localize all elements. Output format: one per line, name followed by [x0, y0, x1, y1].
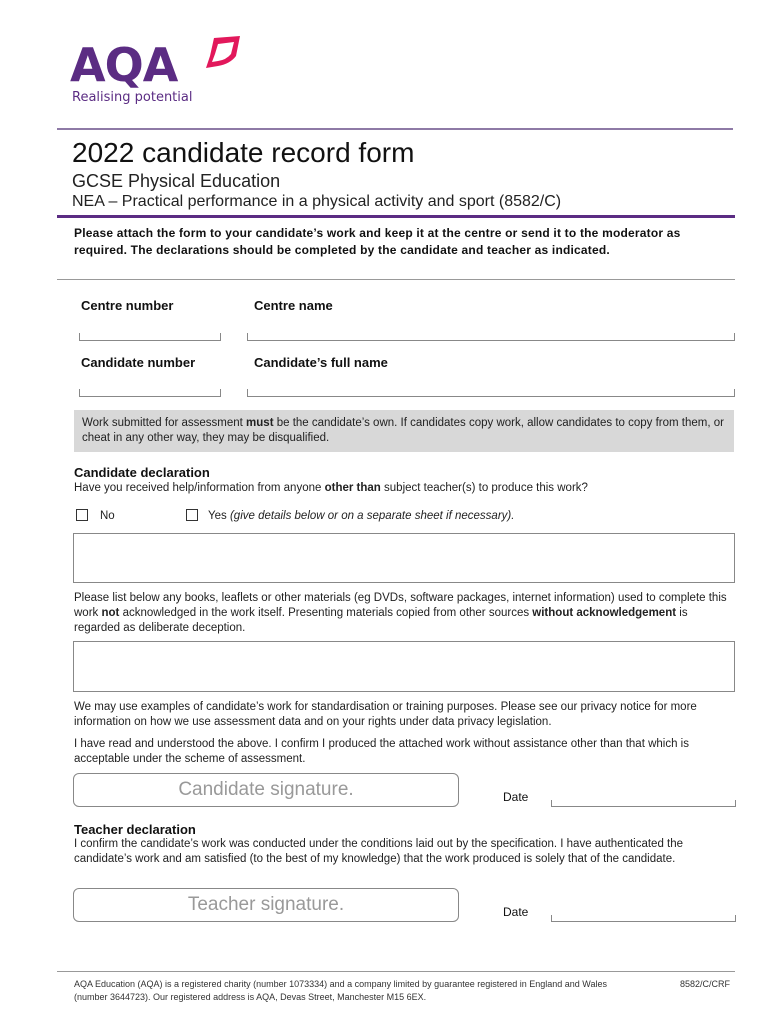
teacher-date-field[interactable]: [551, 915, 736, 922]
teacher-signature-field[interactable]: Teacher signature.: [73, 888, 459, 922]
aqa-logo-tagline: Realising potential: [72, 90, 193, 105]
form-code: 8582/C/CRF: [680, 979, 731, 989]
centre-name-label: Centre name: [254, 298, 333, 313]
no-checkbox[interactable]: [76, 509, 88, 521]
footer-divider: [57, 971, 735, 972]
centre-number-field[interactable]: [79, 333, 221, 341]
no-label: No: [100, 510, 115, 522]
component-title: NEA – Practical performance in a physical activity and sport (8582/C): [72, 193, 562, 210]
page-title: 2022 candidate record form: [72, 137, 415, 168]
footer-legal-text: AQA Education (AQA) is a registered charity (number 1073334) and a company limited by guarantee registered in England and Wales (number 3644723). Our registered address is AQA, Devas Street, Manchester M15 6EX.: [74, 979, 607, 1002]
privacy-notice: We may use examples of candidate’s work for standardisation or training purposes. Please see our privacy notice for more information on how we use assessment data and on your rights under data privacy legislation.: [74, 701, 697, 728]
teacher-date-label: Date: [503, 905, 529, 919]
intro-instructions: Please attach the form to your candidate’s work and keep it at the centre or send it to the moderator as required. The declarations should be completed by the candidate and teacher as indicated.: [74, 226, 681, 257]
yes-label: Yes (give details below or on a separate sheet if necessary).: [208, 510, 515, 522]
candidate-number-field[interactable]: [79, 389, 221, 397]
materials-instructions: Please list below any books, leaflets or other materials (eg DVDs, software packages, internet information) used to complete this work not acknowledged in the work itself. Presenting materials copied from other sources without acknowledgement is regarded as deliberate deception.: [74, 592, 727, 634]
yes-checkbox[interactable]: [186, 509, 198, 521]
candidate-name-label: Candidate’s full name: [254, 355, 388, 370]
aqa-logo-wordmark: AQA: [70, 38, 178, 92]
help-question: Have you received help/information from anyone other than subject teacher(s) to produce this work?: [74, 482, 588, 494]
header-divider: [57, 128, 733, 130]
title-divider: [57, 215, 735, 218]
malpractice-notice: Work submitted for assessment must be the candidate’s own. If candidates copy work, allow candidates to copy from them, or cheat in any other way, they may be disqualified.: [74, 410, 734, 452]
materials-box[interactable]: [73, 641, 735, 692]
teacher-declaration-text: I confirm the candidate’s work was conducted under the conditions laid out by the specification. I have authenticated the candidate’s work and am satisfied (to the best of my knowledge) that the work produced is solely that of the candidate.: [74, 838, 684, 865]
candidate-date-label: Date: [503, 790, 529, 804]
teacher-declaration-heading: Teacher declaration: [74, 822, 196, 837]
aqa-logo-mark-icon: [200, 34, 242, 70]
candidate-date-field[interactable]: [551, 800, 736, 807]
candidate-confirmation: I have read and understood the above. I confirm I produced the attached work without assistance other than that which is acceptable under the scheme of assessment.: [74, 738, 689, 765]
intro-divider: [57, 279, 735, 280]
centre-name-field[interactable]: [247, 333, 735, 341]
help-details-box[interactable]: [73, 533, 735, 583]
page-subtitle: GCSE Physical Education: [72, 171, 281, 191]
candidate-signature-field[interactable]: Candidate signature.: [73, 773, 459, 807]
centre-number-label: Centre number: [81, 298, 174, 313]
candidate-name-field[interactable]: [247, 389, 735, 397]
candidate-declaration-heading: Candidate declaration: [74, 465, 210, 480]
candidate-number-label: Candidate number: [81, 355, 196, 370]
